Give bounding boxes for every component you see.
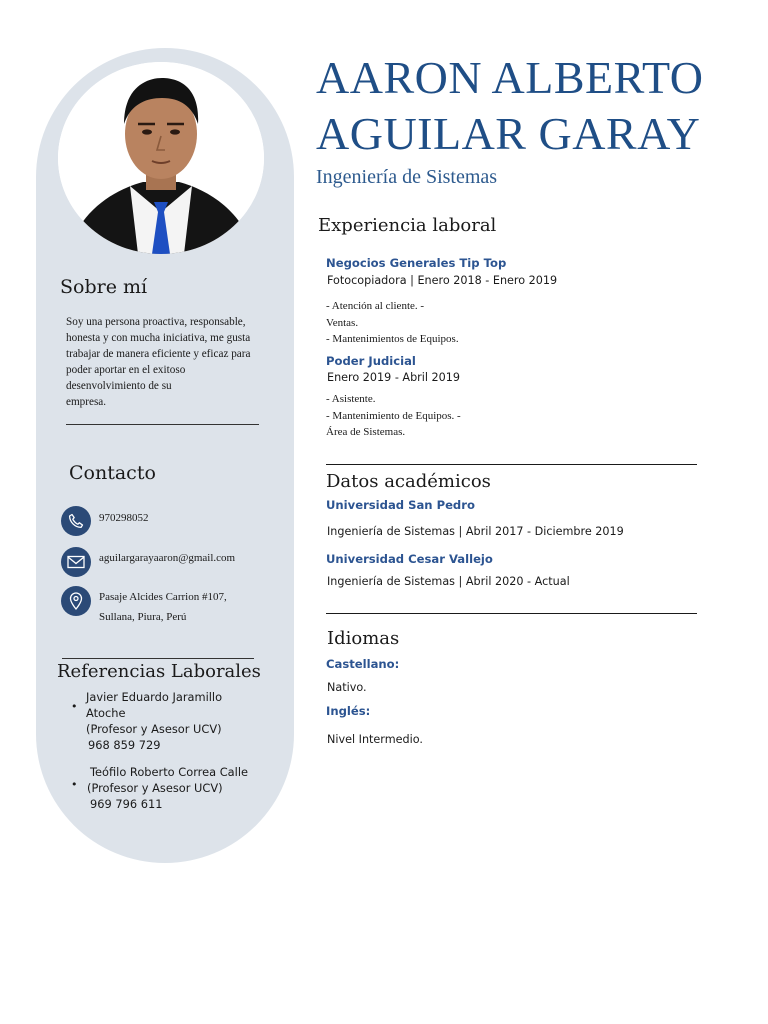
- duty-line: - Asistente.: [326, 393, 376, 405]
- duty-line: - Mantenimiento de Equipos. -: [326, 409, 461, 422]
- phone-icon: [61, 506, 91, 536]
- experience-duties: [326, 298, 459, 348]
- contact-phone[interactable]: 970298052: [99, 512, 149, 524]
- language-name: Castellano:: [326, 657, 400, 671]
- reference-bullet: •: [71, 778, 78, 791]
- full-name: [316, 50, 704, 162]
- reference-name: Teófilo Roberto Correa Calle: [90, 765, 248, 779]
- education-school: Universidad Cesar Vallejo: [326, 552, 493, 566]
- experience-org: Negocios Generales Tip Top: [326, 256, 507, 270]
- experience-org: Poder Judicial: [326, 354, 416, 368]
- reference-role: (Profesor y Asesor UCV): [86, 722, 222, 736]
- reference-role: (Profesor y Asesor UCV): [87, 781, 223, 795]
- duty-line: Ventas.: [326, 316, 359, 329]
- references-divider: [62, 658, 254, 659]
- duty-line: Área de Sistemas.: [326, 426, 406, 438]
- experience-meta: Fotocopiadora | Enero 2018 - Enero 2019: [327, 274, 558, 287]
- section-divider: [326, 613, 697, 614]
- mail-icon: [61, 547, 91, 577]
- reference-phone: 969 796 611: [90, 797, 163, 811]
- about-text: [66, 314, 262, 410]
- address-line-2: Sullana, Piura, Perú: [99, 611, 187, 623]
- profile-photo-portrait: [58, 62, 264, 254]
- references-heading: Referencias Laborales: [57, 661, 261, 682]
- location-icon: [61, 586, 91, 616]
- languages-heading: Idiomas: [327, 628, 400, 649]
- contact-address: [99, 587, 227, 627]
- reference-name-cont: Atoche: [86, 706, 126, 720]
- experience-heading: Experiencia laboral: [318, 215, 497, 236]
- about-heading: Sobre mí: [60, 276, 148, 298]
- education-meta: Ingeniería de Sistemas | Abril 2017 - Diciembre 2019: [327, 525, 624, 538]
- reference-phone: 968 859 729: [88, 738, 161, 752]
- language-name: Inglés:: [326, 704, 371, 718]
- contact-heading: Contacto: [69, 462, 156, 484]
- profile-photo: [58, 62, 264, 254]
- job-title: Ingeniería de Sistemas: [316, 166, 498, 188]
- name-line-1: AARON ALBERTO: [316, 52, 704, 103]
- reference-item: [86, 689, 222, 753]
- reference-name: Javier Eduardo Jaramillo: [86, 690, 223, 704]
- section-divider: [326, 464, 697, 465]
- language-level: Nativo.: [327, 681, 367, 694]
- duty-line: - Mantenimientos de Equipos.: [326, 333, 459, 345]
- education-meta: Ingeniería de Sistemas | Abril 2020 - Actual: [327, 575, 570, 588]
- reference-item: [87, 764, 248, 812]
- experience-meta: Enero 2019 - Abril 2019: [327, 371, 461, 384]
- reference-bullet: •: [71, 700, 78, 713]
- language-level: Nivel Intermedio.: [327, 733, 423, 746]
- education-school: Universidad San Pedro: [326, 498, 475, 512]
- experience-duties: [326, 391, 461, 441]
- name-line-2: AGUILAR GARAY: [316, 108, 701, 159]
- address-line-1: Pasaje Alcides Carrion #107,: [99, 591, 227, 603]
- contact-email[interactable]: aguilargarayaaron@gmail.com: [99, 552, 236, 564]
- education-heading: Datos académicos: [326, 471, 491, 492]
- duty-line: - Atención al cliente. -: [326, 300, 425, 312]
- about-underline: [66, 424, 259, 425]
- about-tail: empresa.: [66, 396, 107, 408]
- about-body: Soy una persona proactiva, responsable, honesta y con mucha iniciativa, me gusta trabajar de manera eficiente y eficaz para poder aportar en el exitoso desenvolvimiento de su: [66, 316, 251, 392]
